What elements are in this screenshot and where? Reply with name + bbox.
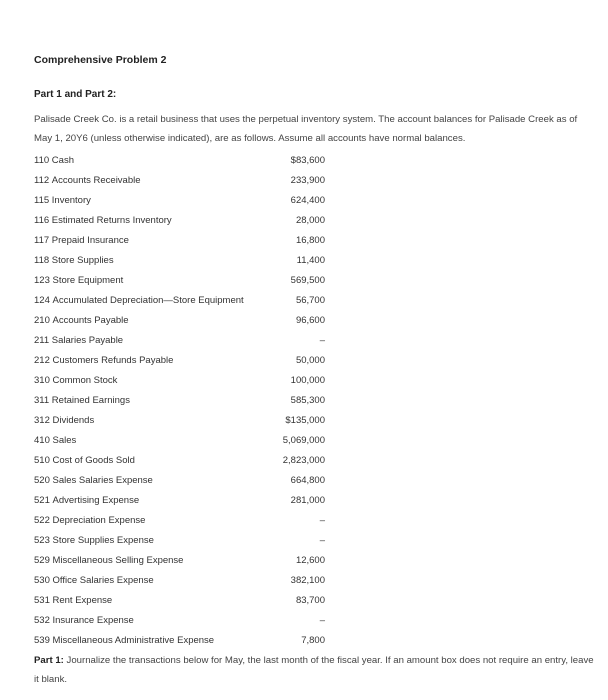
account-balance: $83,600	[290, 155, 325, 166]
account-number: 310	[34, 375, 50, 386]
account-name: Accumulated Depreciation—Store Equipment	[52, 295, 244, 306]
account-number: 124	[34, 295, 50, 306]
account-balance: –	[319, 535, 325, 546]
account-name: Retained Earnings	[51, 395, 130, 406]
account-name: Inventory	[51, 195, 91, 206]
account-row	[34, 331, 334, 351]
part1-label: Part 1:	[34, 655, 64, 666]
account-name: Cash	[51, 155, 74, 166]
account-number: 118	[34, 255, 50, 266]
account-number: 539	[34, 635, 50, 646]
account-balance: 11,400	[296, 255, 325, 266]
account-number: 532	[34, 615, 50, 626]
account-balance: 569,500	[290, 275, 325, 286]
account-row	[34, 491, 334, 511]
account-row	[34, 511, 334, 531]
account-balance: 281,000	[290, 495, 325, 506]
account-row	[34, 191, 334, 211]
account-name: Accounts Receivable	[51, 175, 141, 186]
account-balance: 83,700	[295, 595, 325, 606]
account-row	[34, 451, 334, 471]
account-number: 530	[34, 575, 50, 586]
account-number: 115	[34, 195, 50, 206]
account-balance: 233,900	[290, 175, 325, 186]
account-number: 410	[34, 435, 50, 446]
account-balance: 56,700	[295, 295, 325, 306]
account-row	[34, 211, 334, 231]
account-row	[34, 391, 334, 411]
account-row	[34, 291, 334, 311]
account-number: 523	[34, 535, 50, 546]
account-balance: –	[319, 515, 325, 526]
account-row	[34, 431, 334, 451]
account-row	[34, 351, 334, 371]
account-number: 520	[34, 475, 50, 486]
account-row	[34, 631, 334, 651]
intro-paragraph: Palisade Creek Co. is a retail business that uses the perpetual inventory system. The account balances for Palisade Creek as of May 1, 20Y6 (unless otherwise indicated), are as follows. Assume all accounts have normal balances.	[34, 114, 578, 144]
account-name: Rent Expense	[52, 595, 113, 606]
account-number: 521	[34, 495, 50, 506]
account-balance: 50,000	[295, 355, 325, 366]
account-name: Sales	[52, 435, 77, 446]
account-name: Advertising Expense	[52, 495, 140, 506]
account-name: Sales Salaries Expense	[52, 475, 153, 486]
account-number: 510	[34, 455, 50, 466]
part1-text: Journalize the transactions below for May, the last month of the fiscal year. If an amount box does not require an entry, leave it blank.	[34, 655, 594, 685]
account-name: Miscellaneous Selling Expense	[52, 555, 184, 566]
account-number: 210	[34, 315, 50, 326]
account-row	[34, 251, 334, 271]
account-number: 529	[34, 555, 50, 566]
account-number: 116	[34, 215, 50, 226]
account-number: 212	[34, 355, 50, 366]
account-balance: 7,800	[301, 635, 325, 646]
account-row	[34, 171, 334, 191]
account-name: Depreciation Expense	[52, 515, 146, 526]
account-row	[34, 231, 334, 251]
account-balance: 664,800	[290, 475, 325, 486]
account-name: Accounts Payable	[52, 315, 129, 326]
account-name: Common Stock	[52, 375, 118, 386]
account-row	[34, 471, 334, 491]
account-name: Miscellaneous Administrative Expense	[52, 635, 215, 646]
account-name: Salaries Payable	[51, 335, 124, 346]
account-balance: –	[319, 335, 325, 346]
account-row	[34, 571, 334, 591]
account-name: Prepaid Insurance	[51, 235, 129, 246]
account-row	[34, 531, 334, 551]
account-balance: –	[319, 615, 325, 626]
account-number: 112	[34, 175, 50, 186]
account-row	[34, 371, 334, 391]
account-row	[34, 591, 334, 611]
account-number: 117	[34, 235, 50, 246]
account-balance: 100,000	[290, 375, 325, 386]
account-row	[34, 551, 334, 571]
account-row	[34, 151, 334, 171]
account-balance: $135,000	[285, 415, 325, 426]
account-balances-list	[34, 151, 334, 651]
account-number: 531	[34, 595, 50, 606]
account-name: Dividends	[52, 415, 95, 426]
account-balance: 28,000	[295, 215, 325, 226]
account-row	[34, 311, 334, 331]
part1-instructions	[34, 651, 594, 689]
account-number: 110	[34, 155, 50, 166]
account-name: Cost of Goods Sold	[52, 455, 135, 466]
account-balance: 96,600	[295, 315, 325, 326]
account-name: Estimated Returns Inventory	[51, 215, 172, 226]
part-heading: Part 1 and Part 2:	[34, 89, 117, 100]
account-name: Insurance Expense	[52, 615, 134, 626]
account-number: 522	[34, 515, 50, 526]
account-balance: 12,600	[295, 555, 325, 566]
account-row	[34, 611, 334, 631]
account-name: Store Supplies Expense	[52, 535, 154, 546]
account-number: 311	[34, 395, 50, 406]
account-balance: 624,400	[290, 195, 325, 206]
account-balance: 5,069,000	[282, 435, 325, 446]
account-number: 123	[34, 275, 50, 286]
account-name: Office Salaries Expense	[52, 575, 154, 586]
account-row	[34, 271, 334, 291]
account-balance: 16,800	[295, 235, 325, 246]
account-number: 312	[34, 415, 50, 426]
account-name: Store Equipment	[52, 275, 124, 286]
problem-title: Comprehensive Problem 2	[34, 54, 167, 66]
account-name: Store Supplies	[51, 255, 114, 266]
account-balance: 382,100	[290, 575, 325, 586]
account-number: 211	[34, 335, 50, 346]
account-balance: 585,300	[290, 395, 325, 406]
account-row	[34, 411, 334, 431]
account-balance: 2,823,000	[282, 455, 325, 466]
account-name: Customers Refunds Payable	[52, 355, 174, 366]
